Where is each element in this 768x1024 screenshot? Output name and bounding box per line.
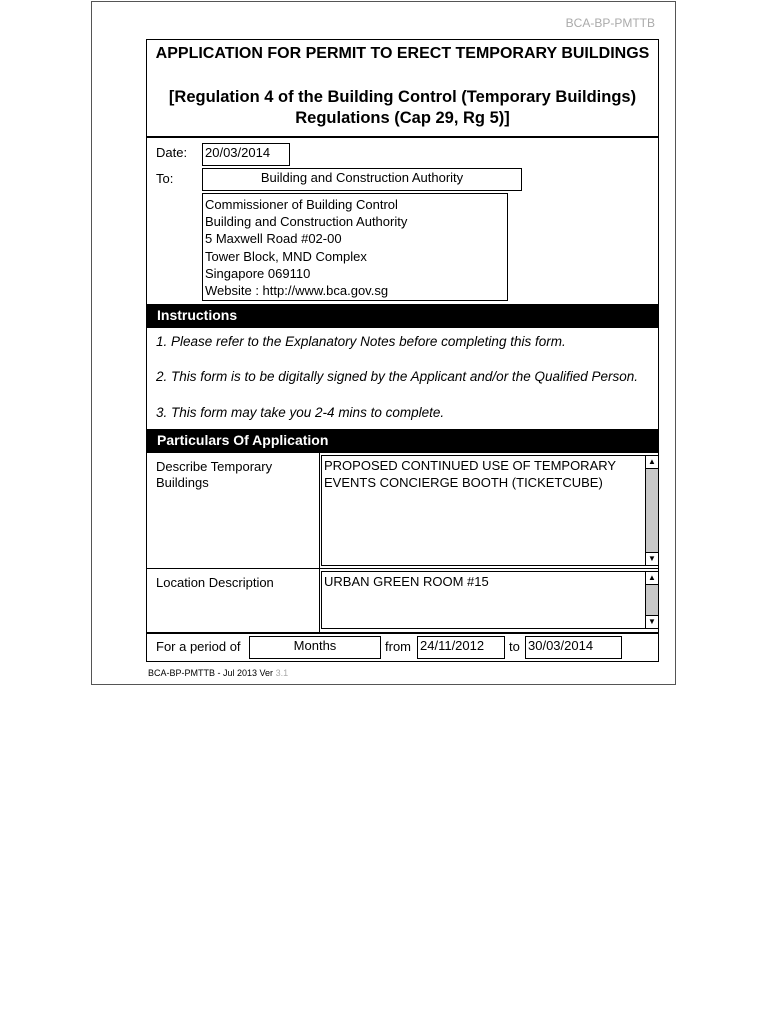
from-label: from [385,639,411,654]
footer-text: BCA-BP-PMTTB - Jul 2013 Ver [148,668,274,678]
address-line: 5 Maxwell Road #02-00 [205,231,342,247]
address-line: Singapore 069110 [205,265,311,281]
instruction-item: 3. This form may take you 2-4 mins to complete. [156,405,445,420]
describe-textarea[interactable] [321,455,659,566]
address-block [202,193,508,301]
form-title-regulation: [Regulation 4 of the Building Control (Temporary Buildings) Regulations (Cap 29, Rg 5)] [168,88,637,127]
scroll-down-icon[interactable]: ▼ [646,615,658,628]
form-page [91,1,676,685]
to-label: To: [156,171,174,186]
scroll-track[interactable] [646,469,658,552]
instructions-heading: Instructions [147,304,658,328]
to-date-field[interactable]: 30/03/2014 [525,636,622,659]
from-date-field[interactable]: 24/11/2012 [417,636,505,659]
instruction-item: 2. This form is to be digitally signed by the Applicant and/or the Qualified Person. [156,369,639,384]
application-form [146,39,659,662]
scroll-up-icon[interactable]: ▲ [646,456,658,469]
date-label: Date: [156,145,188,160]
describe-scrollbar[interactable] [645,456,658,565]
period-label: For a period of [156,639,241,654]
column-divider [319,453,320,632]
describe-value: PROPOSED CONTINUED USE OF TEMPORARY EVENTS CONCIERGE BOOTH (TICKETCUBE) [324,458,616,490]
row-divider [147,568,658,569]
location-label: Location Description [156,575,274,590]
period-months-field[interactable]: Months [249,636,381,659]
form-title-main: APPLICATION FOR PERMIT TO ERECT TEMPORARY BUILDINGS [155,45,650,62]
to-date-label: to [509,639,520,654]
form-title [147,40,658,138]
scroll-track[interactable] [646,585,658,615]
particulars-heading: Particulars Of Application [147,429,658,453]
address-line: Tower Block, MND Complex [205,248,367,264]
document-code: BCA-BP-PMTTB [565,16,655,30]
describe-label: Describe Temporary Buildings [156,459,273,490]
location-value: URBAN GREEN ROOM #15 [324,574,489,589]
form-footer [148,668,288,678]
row-divider [147,632,658,634]
location-textarea[interactable] [321,571,659,629]
address-line: Website : http://www.bca.gov.sg [205,283,389,299]
address-line: Building and Construction Authority [205,214,408,230]
footer-version: 3.1 [275,668,289,678]
to-field[interactable]: Building and Construction Authority [202,168,522,191]
address-line: Commissioner of Building Control [205,197,398,212]
scroll-up-icon[interactable]: ▲ [646,572,658,585]
scroll-down-icon[interactable]: ▼ [646,552,658,565]
date-field[interactable]: 20/03/2014 [202,143,290,166]
location-scrollbar[interactable] [645,572,658,628]
instruction-item: 1. Please refer to the Explanatory Notes before completing this form. [156,334,566,349]
